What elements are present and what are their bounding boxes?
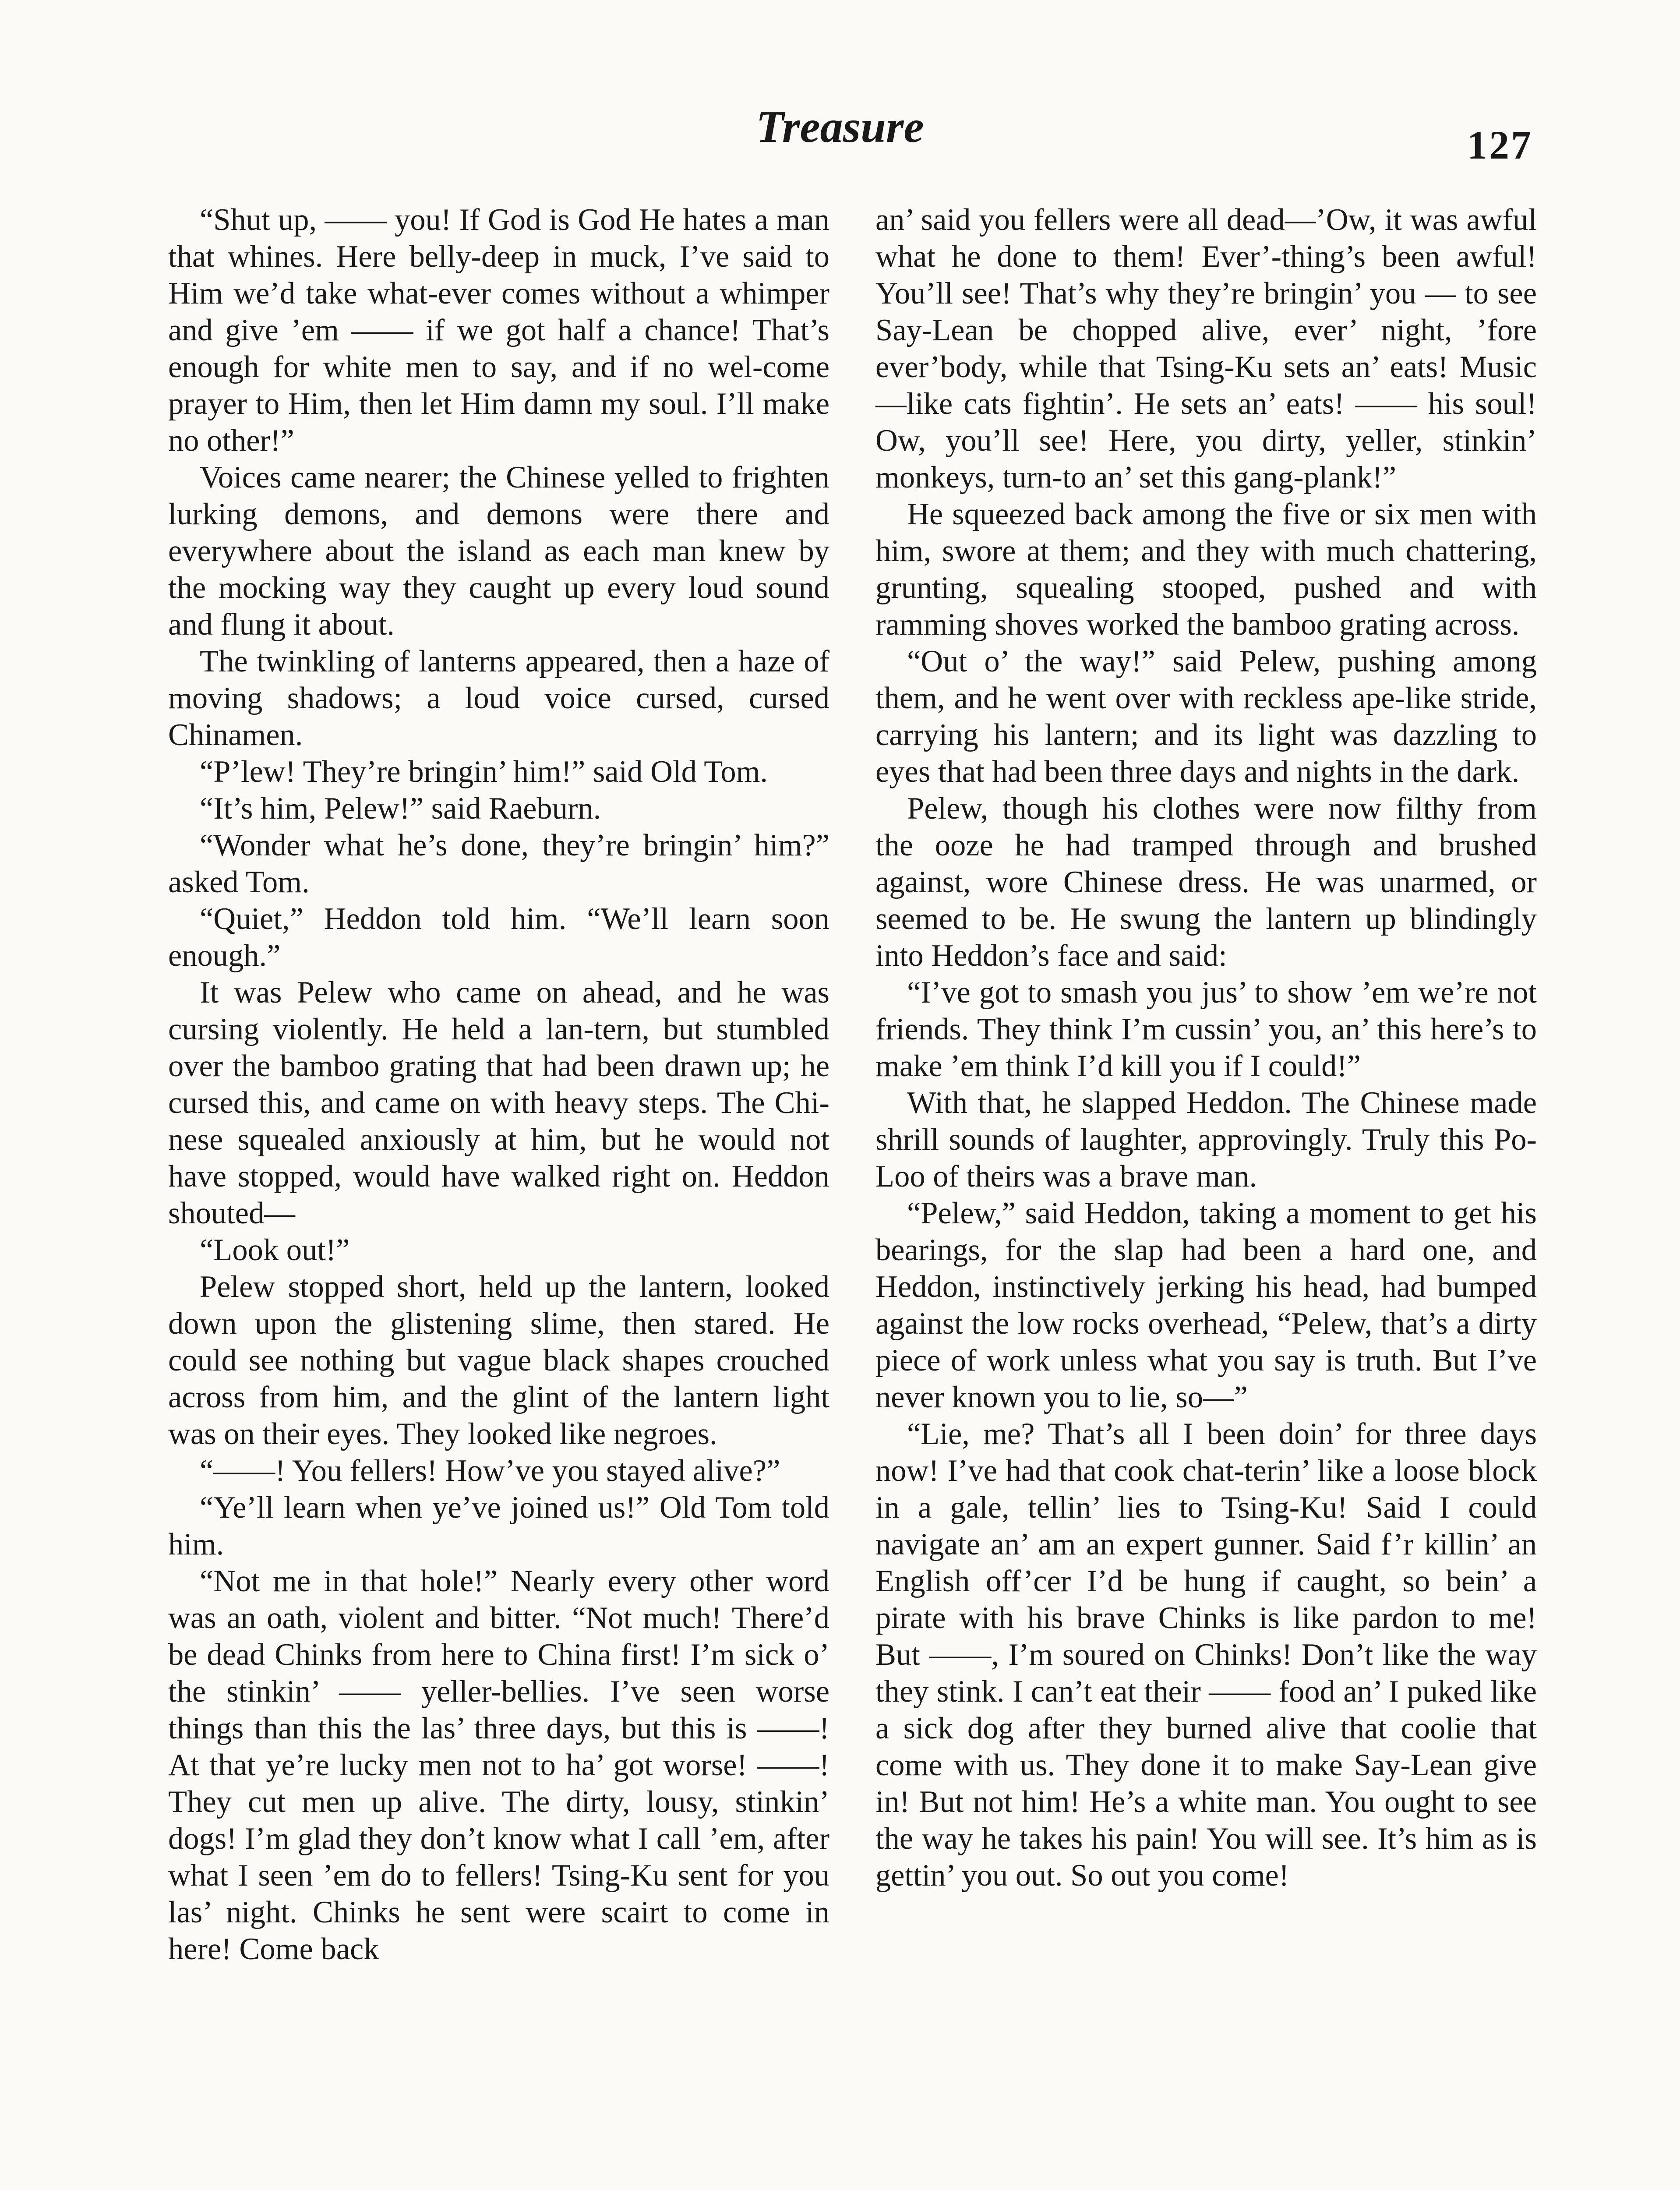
page-title: Treasure — [756, 102, 924, 152]
paragraph: “I’ve got to smash you jus’ to show ’em we’re not friends. They think I’m cussin’ you, an’ this here’s to make ’em think I’d kill you if I could!” — [875, 975, 1537, 1083]
paragraph: “Look out!” — [200, 1233, 350, 1267]
right-column — [875, 201, 1537, 1894]
paragraph: With that, he slapped Heddon. The Chinese made shrill sounds of laughter, approvingly. Truly this Po-Loo of theirs was a brave man. — [875, 1086, 1537, 1194]
paragraph: He squeezed back among the five or six men with him, swore at them; and they with much chattering, grunting, squealing stooped, pushed and with ramming shoves worked the bamboo grating across. — [875, 497, 1537, 642]
paragraph: “Ye’ll learn when ye’ve joined us!” Old Tom told him. — [168, 1491, 829, 1561]
paragraph: “Shut up, —— you! If God is God He hates a man that whines. Here belly-deep in muck, I’ve said to Him we’d take what-ever comes without a whimper and give ’em —— if we got half a chance! That’s enough for white men to say, and if no wel-come prayer to Him, then let Him damn my soul. I’ll make no other!” — [168, 203, 829, 458]
paragraph: “P’lew! They’re bringin’ him!” said Old Tom. — [200, 755, 768, 789]
paragraph: “Wonder what he’s done, they’re bringin’ him?” asked Tom. — [168, 828, 829, 899]
paragraph: “Out o’ the way!” said Pelew, pushing among them, and he went over with reckless ape-like stride, carrying his lantern; and its light was dazzling to eyes that had been three days and nights in the dark. — [875, 644, 1537, 789]
paragraph: “Quiet,” Heddon told him. “We’ll learn soon enough.” — [168, 902, 829, 973]
left-column — [168, 201, 829, 1967]
paragraph: “——! You fellers! How’ve you stayed alive?” — [200, 1454, 780, 1488]
paragraph: Pelew stopped short, held up the lantern, looked down upon the glistening slime, then stared. He could see nothing but vague black shapes crouched across from him, and the glint of the lantern light was on their eyes. They looked like negroes. — [168, 1270, 829, 1451]
paragraph: “It’s him, Pelew!” said Raeburn. — [200, 791, 601, 826]
paragraph: “Not me in that hole!” Nearly every other word was an oath, violent and bitter. “Not much! There’d be dead Chinks from here to China first! I’m sick o’ the stinkin’ —— yeller-bellies. I’ve seen worse things than this the las’ three days, but this is ——! At that ye’re lucky men not to ha’ got worse! ——! They cut men up alive. The dirty, lousy, stinkin’ dogs! I’m glad they don’t know what I call ’em, after what I seen ’em do to fellers! Tsing-Ku sent for you las’ night. Chinks he sent were scairt to come in here! Come back — [168, 1564, 829, 1966]
paragraph: The twinkling of lanterns appeared, then a haze of moving shadows; a loud voice cursed, cursed Chinamen. — [168, 644, 829, 752]
paragraph: It was Pelew who came on ahead, and he was cursing violently. He held a lan-tern, but stumbled over the bamboo grating that had been drawn up; he cursed this, and came on with heavy steps. The Chi-nese squealed anxiously at him, but he would not have stopped, would have walked right on. Heddon shouted— — [168, 975, 829, 1230]
paragraph: Voices came nearer; the Chinese yelled to frighten lurking demons, and demons were there and everywhere about the island as each man knew by the mocking way they caught up every loud sound and flung it about. — [168, 460, 829, 642]
paragraph-continued: an’ said you fellers were all dead—’Ow, it was awful what he done to them! Ever’-thing’s been awful! You’ll see! That’s why they’re bringin’ you — to see Say-Lean be chopped alive, ever’ night, ’fore ever’body, while that Tsing-Ku sets an’ eats! Music—like cats fightin’. He sets an’ eats! —— his soul! Ow, you’ll see! Here, you dirty, yeller, stinkin’ monkeys, turn-to an’ set this gang-plank!” — [875, 203, 1537, 495]
page-number: 127 — [1467, 123, 1533, 167]
paragraph: Pelew, though his clothes were now filthy from the ooze he had tramped through and brushed against, wore Chinese dress. He was unarmed, or seemed to be. He swung the lantern up blindingly into Heddon’s face and said: — [875, 791, 1537, 973]
paragraph: “Lie, me? That’s all I been doin’ for three days now! I’ve had that cook chat-terin’ like a loose block in a gale, tellin’ lies to Tsing-Ku! Said I could navigate an’ am an expert gunner. Said f’r killin’ an English off’cer I’d be hung if caught, so bein’ a pirate with his brave Chinks is like pardon to me! But ——, I’m soured on Chinks! Don’t like the way they stink. I can’t eat their —— food an’ I puked like a sick dog after they burned alive that coolie that come with us. They done it to make Say-Lean give in! But not him! He’s a white man. You ought to see the way he takes his pain! You will see. It’s him as is gettin’ you out. So out you come! — [875, 1417, 1537, 1893]
paragraph: “Pelew,” said Heddon, taking a moment to get his bearings, for the slap had been a hard one, and Heddon, instinctively jerking his head, had bumped against the low rocks overhead, “Pelew, that’s a dirty piece of work unless what you say is truth. But I’ve never known you to lie, so—” — [875, 1196, 1537, 1414]
